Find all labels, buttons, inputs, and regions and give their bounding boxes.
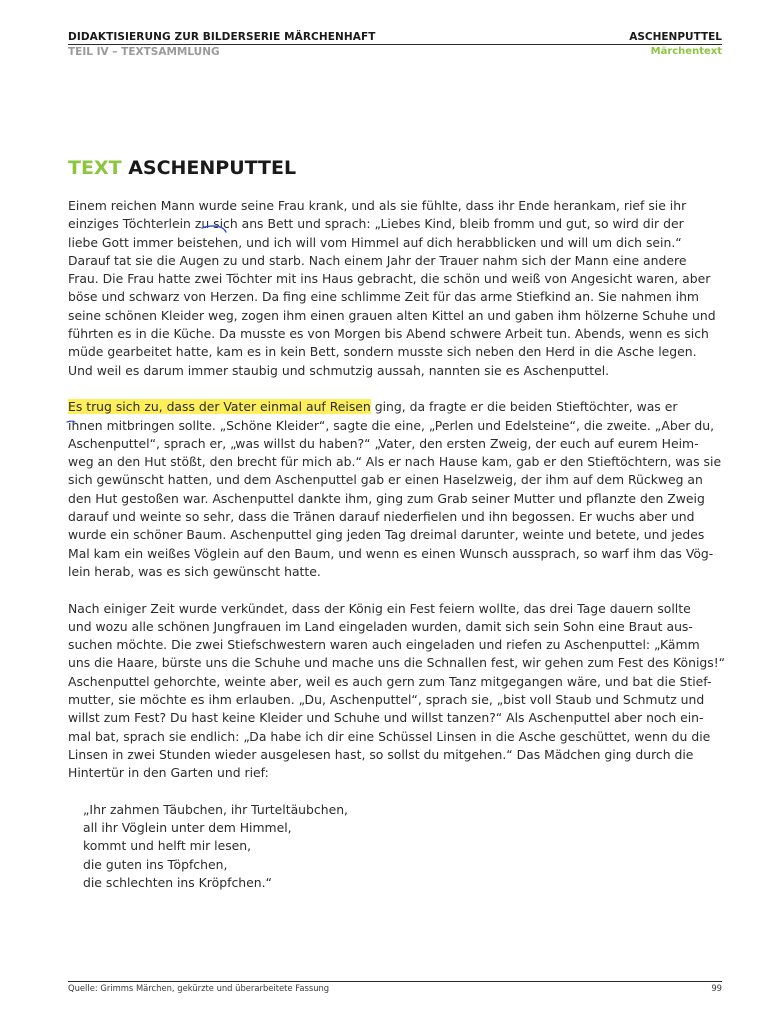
text-line: willst zum Fest? Du hast keine Kleider und Schuhe und willst tanzen?“ Als Aschenputtel aber noch ein-: [68, 710, 704, 726]
text-line: den Hut gestoßen war. Aschenputtel dankte ihm, ging zum Grab seiner Mutter und pflanzte den Zweig: [68, 490, 705, 506]
text-line: müde gearbeitet hatte, kam es in kein Bett, sondern musste sich neben den Herd in die Asche legen.: [68, 344, 697, 360]
paragraph-2: [68, 398, 728, 581]
story-body: [68, 197, 728, 892]
footer-rule: [68, 981, 722, 982]
text-line: mutter, sie möchte es ihm erlauben. „Du, Aschenputtel“, sprach sie, „bist voll Staub und Schmutz und: [68, 692, 705, 708]
text-line: Hintertür in den Garten und rief:: [68, 765, 269, 781]
paragraph-3: [68, 600, 728, 783]
poem-line: die schlechten ins Kröpfchen.“: [83, 874, 272, 890]
text-line: Frau. Die Frau hatte zwei Töchter mit ins Haus gebracht, die schön und weiß von Angesicht waren, aber: [68, 271, 711, 287]
text-line: seine schönen Kleider weg, zogen ihm einen grauen alten Kittel an und gaben ihm hölzerne Schuhe und: [68, 307, 716, 323]
section-label: TEIL IV – TEXTSAMMLUNG: [68, 46, 220, 58]
text-line: Mal kam ein weißes Vöglein auf den Baum, und wenn es einen Wunsch aussprach, so warf ihm das Vög-: [68, 545, 714, 561]
text-highlight: Es trug sich zu, dass der Vater einmal auf Reisen: [68, 399, 371, 415]
text-line: böse und schwarz von Herzen. Da fing eine schlimme Zeit für das arme Stiefkind an. Sie nahmen ihm: [68, 289, 699, 305]
text-line: Linsen in zwei Stunden wieder ausgelesen hast, so sollst du mitgehen.“ Das Mädchen ging durch die: [68, 746, 694, 762]
poem-line: all ihr Vöglein unter dem Himmel,: [83, 820, 292, 836]
text-line: liebe Gott immer beistehen, und ich will vom Himmel auf dich herabblicken und will um dich sein.“: [68, 234, 682, 250]
title-main: ASCHENPUTTEL: [128, 157, 297, 179]
text-line: Einem reichen Mann wurde seine Frau krank, und als sie fühlte, dass ihr Ende herankam, rief sie ihr: [68, 198, 687, 213]
text-line: führten es in die Küche. Da musste es von Morgen bis Abend schwere Arbeit tun. Abends, wenn es sich: [68, 326, 709, 342]
poem-line: die guten ins Töpfchen,: [83, 856, 228, 872]
text-line: ihnen mitbringen sollte. „Schöne Kleider“, sagte die eine, „Perlen und Edelsteine“, die zweite. „Aber du,: [68, 417, 715, 433]
source-note: Quelle: Grimms Märchen, gekürzte und überarbeitete Fassung: [68, 983, 330, 993]
page-number: 99: [711, 983, 722, 993]
text-line: lein herab, was es sich gewünscht hatte.: [68, 563, 321, 579]
series-title: DIDAKTISIERUNG ZUR BILDERSERIE MÄRCHENHAFT: [68, 31, 376, 43]
title-accent: TEXT: [68, 157, 122, 179]
poem-line: „Ihr zahmen Täubchen, ihr Turteltäubchen,: [83, 801, 348, 817]
poem-line: kommt und helft mir lesen,: [83, 838, 252, 854]
category-label: Märchentext: [650, 46, 722, 57]
page-title: [68, 157, 296, 179]
text-line: suchen möchte. Die zwei Stiefschwestern waren auch eingeladen und riefen zu Aschenputtel: „Kämm: [68, 637, 700, 653]
text-line: Darauf tat sie die Augen zu und starb. Nach einem Jahr der Trauer nahm sich der Mann eine andere: [68, 252, 687, 268]
text-line: einziges Töchterlein zu sich ans Bett und sprach: „Liebes Kind, bleib fromm und gut, so wird dir der: [68, 216, 684, 232]
text-line: weg an den Hut stößt, den brecht für mich ab.“ Als er nach Hause kam, gab er den Stieftöchtern, was sie: [68, 454, 722, 470]
text-line: Aschenputtel gehorchte, weinte aber, weil es auch gern zum Tanz mitgegangen wäre, und bat die Stief-: [68, 673, 712, 689]
text-line: Nach einiger Zeit wurde verkündet, dass der König ein Fest feiern wollte, das drei Tage dauern sollte: [68, 600, 691, 616]
text-line: Und weil es darum immer staubig und schmutzig aussah, nannten sie es Aschenputtel.: [68, 362, 610, 378]
header-rule: [68, 44, 722, 45]
text-line: mal bat, sprach sie endlich: „Da habe ich dir eine Schüssel Linsen in die Asche geschüttet, wenn du die: [68, 728, 711, 744]
text-line: Aschenputtel“, sprach er, „was willst du haben?“ „Vater, den ersten Zweig, der euch auf eurem Heim-: [68, 435, 699, 451]
text-line-rest: ging, da fragte er die beiden Stieftöchter, was er: [370, 399, 678, 415]
text-line: und wozu alle schönen Jungfrauen im Land eingeladen wurden, damit sich sein Sohn eine Braut aus-: [68, 618, 693, 634]
text-line: darauf und weinte so sehr, dass die Tränen darauf niederfielen und ihn begossen. Er wuchs aber und: [68, 509, 695, 525]
text-line: wurde ein schöner Baum. Aschenputtel ging jeden Tag dreimal darunter, weinte und betete, und jedes: [68, 527, 705, 543]
poem-verse: [83, 801, 728, 892]
story-name: ASCHENPUTTEL: [629, 31, 722, 43]
pen-annotation-tick: [66, 420, 76, 428]
text-line: uns die Haare, bürste uns die Schuhe und mache uns die Schnallen fest, wir gehen zum Fest des Königs!“: [68, 655, 726, 671]
text-line: sich gewünscht hatten, und dem Aschenputtel gab er einen Haselzweig, der ihm auf dem Rückweg an: [68, 472, 703, 488]
paragraph-1: [68, 197, 728, 380]
pen-annotation-mark: [200, 222, 228, 234]
highlighted-line: [68, 398, 728, 416]
